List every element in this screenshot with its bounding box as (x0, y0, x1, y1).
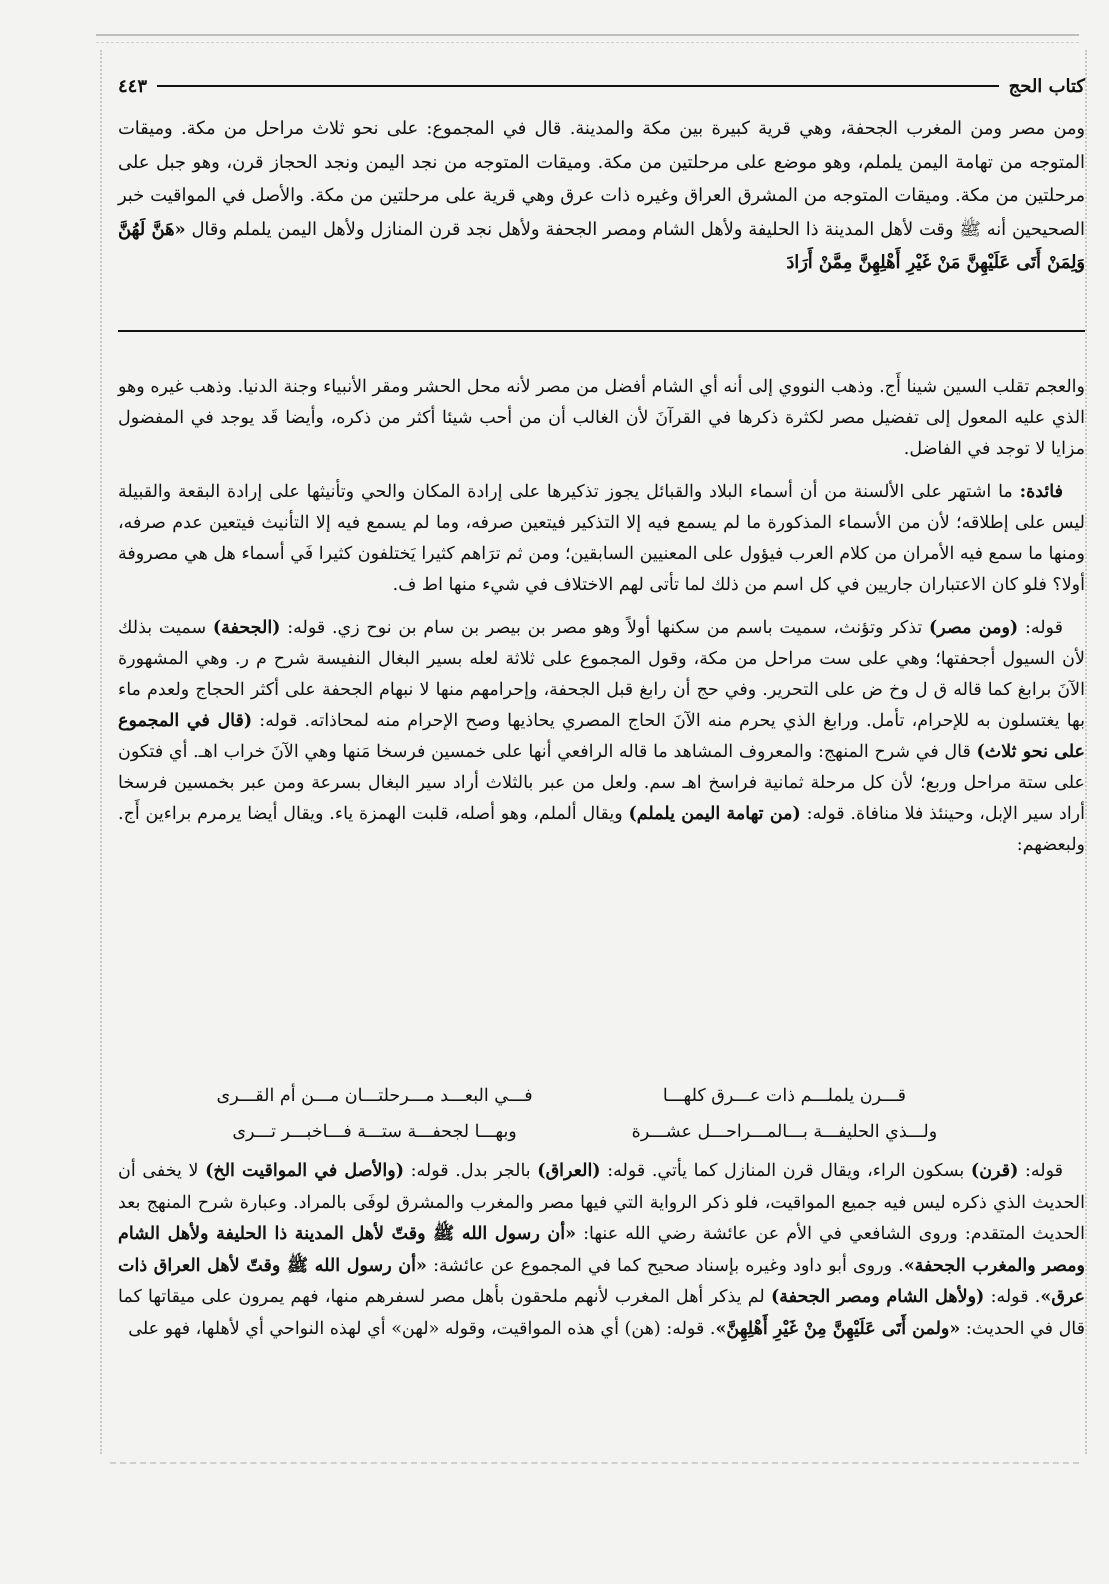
keyword-majmu: (قال في المجموع على نحو ثلاث) (118, 711, 1085, 762)
keyword-min-misr: (ومن مصر) (929, 618, 1019, 638)
commentary-paragraph-3 (118, 613, 1085, 861)
text-run: قوله: (1018, 618, 1063, 638)
text-run: . قوله: (984, 1287, 1041, 1307)
hadith-quote: «هَنَّ لَهُنَّ وَلِمَنْ أَتَى عَلَيْهِنَّ مَنْ غَيْرِ أَهْلِهِنَّ مِمَّنْ أَرَادَ (118, 218, 1085, 273)
header-rule (157, 85, 999, 87)
scan-edge-bottom (110, 1458, 1079, 1464)
hadith-quote-2: «ولمن أَتَى عَلَيْهِنَّ مِنْ غَيْرِ أَهْلِهِنَّ» (715, 1318, 961, 1339)
text-run: لم يذكر أهل المغرب لأنهم ملحقون بأهل مصر لسفرهم منها، فهم يمرون على ميقاتها كما قال في الحديث: (118, 1287, 1085, 1339)
hadith-aisha-2: «أن رسول الله ﷺ وقتّ لأهل العراق ذات عرق» (118, 1255, 1085, 1307)
commentary-paragraph-1: والعجم تقلب السين شينا أَج. وذهب النووي إلى أنه أي الشام أفضل من مصر لأنه محل الحشر ومقر الأنبياء وجنة الدنيا. وذهب غيره وهو الذي عليه المعول إلى تفضيل مصر لكثرة ذكرها في القرآنَ لأن الغالب أن من أحب شيئا أكثر من ذكره، وأيضا قَد يوجد في المفضول مزايا لا توجد في الفاضل. (118, 377, 1085, 459)
main-body: ومن مصر ومن المغرب الجحفة، وهي قرية كبيرة بين مكة والمدينة. قال في المجموع: على نحو ثلاث مراحل من مكة. وميقات المتوجه من تهامة اليمن يلملم، وهو موضع على مرحلتين من مكة. وميقات المتوجه من نجد اليمن ونجد الحجاز قرن، وهو جبل على مرحلتين من مكة. وميقات المتوجه من المشرق العراق وغيره ذات عرق وهي قرية على مرحلتين من مكة. والأصل في المواقيت خبر الصحيحين أنه ﷺ وقت لأهل المدينة ذا الحليفة ولأهل الشام ومصر الجحفة ولأهل نجد قرن المنازل ولأهل اليمن يلملم وقال (118, 118, 1085, 240)
commentary-block (118, 372, 1085, 873)
poem-hemistich: فـــي البعـــد مـــرحلتـــان مـــن أم القـــرى (216, 1086, 533, 1106)
text-run: . قوله: (هن) أي هذه المواقيت، وقوله «لهن» أي لهذه النواحي أي لأهلها، فهو على (128, 1318, 716, 1339)
keyword-iraq: (العراق) (537, 1161, 601, 1181)
page-number: ٤٤٣ (118, 75, 148, 97)
main-text-block (118, 112, 1085, 280)
text-run: . وروى أبو داود وغيره بإسناد صحيح كما في المجموع عن عائشة: (426, 1255, 904, 1276)
hadith-aisha-1: «أن رسول الله ﷺ وقتّ لأهل المدينة ذا الحليفة ولأهل الشام ومصر والمغرب الجحفة» (118, 1224, 1085, 1276)
keyword-qarn: (قرن) (970, 1161, 1019, 1181)
keyword-asl: (والأصل في المواقيت الخ) (205, 1161, 405, 1181)
poem-line-1 (200, 1078, 959, 1114)
main-paragraph (118, 112, 1085, 280)
text-run: لا يخفى أن الحديث الذي ذكره ليس فيه جميع المواقيت، فلو ذكر الرواية التي فيها مصر والمغرب والمشرق لوفَى بالمراد. وعبارة شرح المنهج بعد الحديث المتقدم: وروى الشافعي في الأم عن عائشة رضي الله عنها: (118, 1161, 1085, 1244)
commentary-paragraph-2 (118, 477, 1085, 601)
chapter-title: كتاب الحج (1008, 75, 1085, 97)
faida-text: ما اشتهر على الألسنة من أن أسماء البلاد والقبائل يجوز تذكيرها على إرادة المكان والحي وتأنيثها على إرادة البقعة والقبيلة ليس على إطلاقه؛ لأن من الأسماء المذكورة ما لم يسمع فيه إلا التذكير فيتعين صرفه، وما لم يسمع فيه إلا التأنيث فيتعين عدم صرفه، ومنها ما سمع فيه الأمران من كلام العرب فيؤول على المعنيين السابقين؛ ومن ثم ترَاهم كثيرا يَختلفون كثيرا فَي أسماء هل هي مصروفة أولا؟ فلو كان الاعتباران جاريين في كل اسم من ذلك لما تأتى لهم الاختلاف في شيء منها اط ف. (118, 482, 1085, 595)
text-run: بسكون الراء، ويقال قرن المنازل كما يأتي. قوله: (600, 1161, 971, 1181)
poem-line-2 (200, 1114, 959, 1150)
text-run: قال في شرح المنهج: والمعروف المشاهد ما قاله الرافعي أنها على خمسين فرسخا مَنها وهي الآنَ خراب اهـ. أي فتكون على ستة مراحل وربع؛ لأن كل مرحلة ثمانية فراسخ اهـ سم. ولعل من عبر بالثلاث أراد سير البغال بسرعة ومن عبر بخمسين فرسخا أراد سير الإبل، وحينئذ فلا منافاة. قوله: (118, 742, 1085, 824)
keyword-juhfa: (الجحفة) (212, 618, 281, 638)
page-header (118, 72, 1085, 100)
footnote-divider (118, 330, 1085, 332)
poem-hemistich: قـــرن يلملـــم ذات عـــرق كلهـــا (662, 1086, 907, 1106)
text-run: بالجر بدل. قوله: (404, 1161, 538, 1181)
poem-hemistich: وبهـــا لجحفـــة ستـــة فـــاخبـــر تـــرى (232, 1122, 517, 1142)
commentary-block-2 (118, 1156, 1085, 1345)
text-run: ويقال ألملم، وهو أصله، قلبت الهمزة ياء. ويقال أيضا يرمرم براءين أَج. ولبعضهم: (118, 804, 1085, 855)
commentary-paragraph-4 (118, 1156, 1085, 1345)
scan-edge-top (96, 34, 1079, 43)
text-run: قوله: (1018, 1161, 1063, 1181)
faida-label: فائدة: (1019, 482, 1063, 502)
poem-hemistich: ولـــذي الحليفـــة بـــالمـــراحـــل عشـــرة (631, 1122, 938, 1142)
scan-edge-left (100, 50, 108, 1454)
keyword-sham-misr: (ولأهل الشام ومصر الجحفة) (770, 1287, 985, 1307)
text-run: سميت بذلك لأن السيول أجحفتها؛ وهي على ست مراحل من مكة، وقول المجموع على ثلاثة لعله بسير البغال النفيسة شرح م ر. وهي المشهورة الآنَ برابغ كما قاله ق ل وخ ض على التحرير. وفي حج أن رابغ قبل الجحفة، وإحرامهم منها لا نبهام الجحفة على أكثر الحجاج ولعدم ماء بها يغتسلون به للإحرام، تأمل. ورابغ الذي يحرم منه الآنَ الحاج المصري يحاذيها وصح الإحرام منه لمحاذاته. قوله: (118, 618, 1085, 731)
text-run: تذكر وتؤنث، سميت باسم من سكنها أولاً وهو مصر بن بيصر بن سام بن نوح زي. قوله: (280, 618, 930, 638)
poem-block (200, 1078, 959, 1150)
keyword-yalamlam: (من تهامة اليمن يلملم) (628, 804, 801, 824)
